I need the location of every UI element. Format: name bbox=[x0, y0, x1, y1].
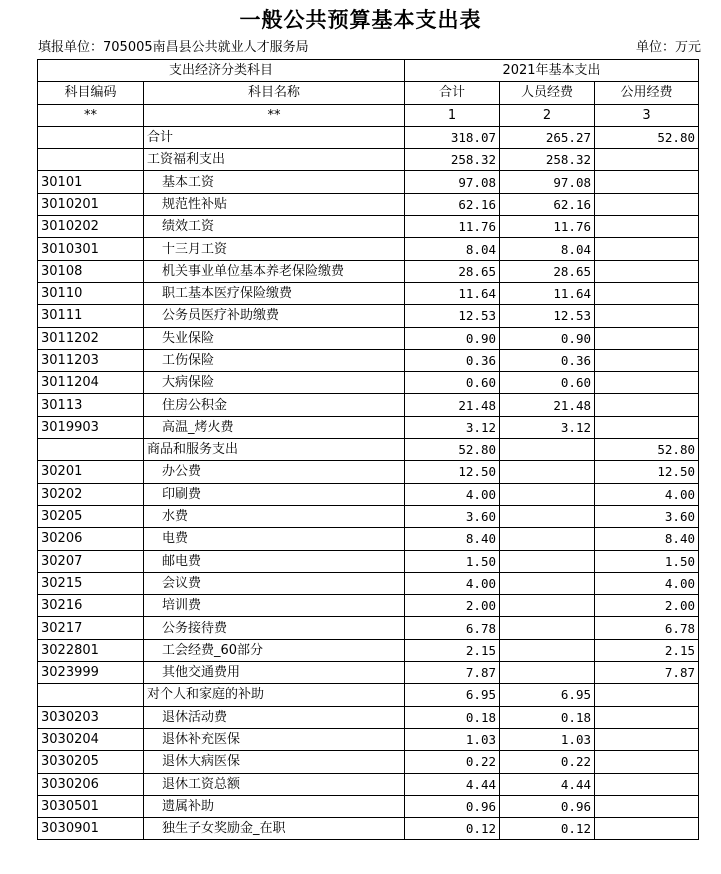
row-name: 办公费 bbox=[144, 461, 405, 483]
row-code: 30113 bbox=[38, 394, 144, 416]
row-personnel bbox=[500, 483, 595, 505]
row-code: 3030501 bbox=[38, 795, 144, 817]
header-index-row bbox=[38, 104, 699, 126]
row-public bbox=[595, 216, 699, 238]
row-public bbox=[595, 327, 699, 349]
row-personnel: 12.53 bbox=[500, 305, 595, 327]
row-total: 0.18 bbox=[405, 706, 500, 728]
row-code: 3030206 bbox=[38, 773, 144, 795]
header-group-row bbox=[38, 60, 699, 82]
row-public bbox=[595, 193, 699, 215]
row-personnel bbox=[500, 572, 595, 594]
row-name: 邮电费 bbox=[144, 550, 405, 572]
index-public: 3 bbox=[595, 104, 699, 126]
row-name: 其他交通费用 bbox=[144, 662, 405, 684]
row-code: 3030203 bbox=[38, 706, 144, 728]
row-name: 培训费 bbox=[144, 595, 405, 617]
row-name: 机关事业单位基本养老保险缴费 bbox=[144, 260, 405, 282]
row-public bbox=[595, 260, 699, 282]
row-name: 公务接待费 bbox=[144, 617, 405, 639]
row-total: 8.04 bbox=[405, 238, 500, 260]
table-row bbox=[38, 349, 699, 371]
row-total: 0.36 bbox=[405, 349, 500, 371]
row-name: 退休活动费 bbox=[144, 706, 405, 728]
row-total: 11.76 bbox=[405, 216, 500, 238]
row-total: 258.32 bbox=[405, 149, 500, 171]
table-row bbox=[38, 595, 699, 617]
row-public: 2.15 bbox=[595, 639, 699, 661]
row-total: 4.00 bbox=[405, 572, 500, 594]
row-total: 4.00 bbox=[405, 483, 500, 505]
row-personnel bbox=[500, 439, 595, 461]
index-total: 1 bbox=[405, 104, 500, 126]
row-total: 28.65 bbox=[405, 260, 500, 282]
row-personnel: 11.76 bbox=[500, 216, 595, 238]
table-row bbox=[38, 751, 699, 773]
row-total: 12.50 bbox=[405, 461, 500, 483]
table-row bbox=[38, 216, 699, 238]
header-public: 公用经费 bbox=[595, 82, 699, 104]
table-row bbox=[38, 572, 699, 594]
row-personnel: 0.22 bbox=[500, 751, 595, 773]
header-name: 科目名称 bbox=[144, 82, 405, 104]
row-name: 绩效工资 bbox=[144, 216, 405, 238]
header-code: 科目编码 bbox=[38, 82, 144, 104]
row-code: 30217 bbox=[38, 617, 144, 639]
row-total: 11.64 bbox=[405, 282, 500, 304]
row-public: 52.80 bbox=[595, 126, 699, 148]
row-public bbox=[595, 773, 699, 795]
row-name: 大病保险 bbox=[144, 372, 405, 394]
table-row bbox=[38, 684, 699, 706]
row-code: 3010201 bbox=[38, 193, 144, 215]
table-row bbox=[38, 550, 699, 572]
row-total: 6.78 bbox=[405, 617, 500, 639]
table-row bbox=[38, 260, 699, 282]
table-row bbox=[38, 505, 699, 527]
row-total: 8.40 bbox=[405, 528, 500, 550]
row-public bbox=[595, 149, 699, 171]
table-row bbox=[38, 394, 699, 416]
table-row bbox=[38, 528, 699, 550]
table-row bbox=[38, 305, 699, 327]
table-row bbox=[38, 773, 699, 795]
row-personnel bbox=[500, 505, 595, 527]
row-total: 7.87 bbox=[405, 662, 500, 684]
row-public bbox=[595, 349, 699, 371]
row-public bbox=[595, 795, 699, 817]
row-name: 退休大病医保 bbox=[144, 751, 405, 773]
table-row bbox=[38, 193, 699, 215]
row-personnel: 0.60 bbox=[500, 372, 595, 394]
table-row bbox=[38, 282, 699, 304]
row-name: 住房公积金 bbox=[144, 394, 405, 416]
row-code: 3030205 bbox=[38, 751, 144, 773]
table-row bbox=[38, 706, 699, 728]
row-public: 7.87 bbox=[595, 662, 699, 684]
row-public bbox=[595, 684, 699, 706]
budget-table bbox=[37, 59, 699, 840]
row-public: 8.40 bbox=[595, 528, 699, 550]
row-code: 30216 bbox=[38, 595, 144, 617]
row-code bbox=[38, 149, 144, 171]
row-code: 30101 bbox=[38, 171, 144, 193]
row-public bbox=[595, 372, 699, 394]
row-personnel: 0.90 bbox=[500, 327, 595, 349]
row-name: 会议费 bbox=[144, 572, 405, 594]
row-name: 职工基本医疗保险缴费 bbox=[144, 282, 405, 304]
row-public: 52.80 bbox=[595, 439, 699, 461]
index-personnel: 2 bbox=[500, 104, 595, 126]
row-personnel: 0.18 bbox=[500, 706, 595, 728]
row-code: 30111 bbox=[38, 305, 144, 327]
row-public bbox=[595, 706, 699, 728]
row-public bbox=[595, 751, 699, 773]
row-code: 30108 bbox=[38, 260, 144, 282]
row-name: 水费 bbox=[144, 505, 405, 527]
row-personnel: 0.12 bbox=[500, 818, 595, 840]
row-name: 高温_烤火费 bbox=[144, 416, 405, 438]
row-public bbox=[595, 728, 699, 750]
document-title: 一般公共预算基本支出表 bbox=[239, 8, 482, 32]
row-total: 12.53 bbox=[405, 305, 500, 327]
row-personnel bbox=[500, 617, 595, 639]
row-total: 1.03 bbox=[405, 728, 500, 750]
table-row bbox=[38, 238, 699, 260]
row-name: 失业保险 bbox=[144, 327, 405, 349]
row-code: 30202 bbox=[38, 483, 144, 505]
row-code: 3011202 bbox=[38, 327, 144, 349]
table-row bbox=[38, 171, 699, 193]
row-name: 对个人和家庭的补助 bbox=[144, 684, 405, 706]
row-code bbox=[38, 126, 144, 148]
table-row bbox=[38, 439, 699, 461]
row-code: 3030204 bbox=[38, 728, 144, 750]
table-row bbox=[38, 818, 699, 840]
row-name: 遗属补助 bbox=[144, 795, 405, 817]
row-public: 1.50 bbox=[595, 550, 699, 572]
row-public bbox=[595, 305, 699, 327]
row-code: 3010202 bbox=[38, 216, 144, 238]
row-name: 印刷费 bbox=[144, 483, 405, 505]
row-total: 318.07 bbox=[405, 126, 500, 148]
header-personnel: 人员经费 bbox=[500, 82, 595, 104]
row-total: 1.50 bbox=[405, 550, 500, 572]
row-personnel: 11.64 bbox=[500, 282, 595, 304]
table-row bbox=[38, 149, 699, 171]
row-personnel: 6.95 bbox=[500, 684, 595, 706]
row-public bbox=[595, 282, 699, 304]
row-personnel bbox=[500, 662, 595, 684]
row-name: 十三月工资 bbox=[144, 238, 405, 260]
row-public: 6.78 bbox=[595, 617, 699, 639]
row-public bbox=[595, 818, 699, 840]
row-name: 工会经费_60部分 bbox=[144, 639, 405, 661]
row-total: 3.12 bbox=[405, 416, 500, 438]
row-name: 电费 bbox=[144, 528, 405, 550]
row-public: 3.60 bbox=[595, 505, 699, 527]
table-row bbox=[38, 728, 699, 750]
row-personnel bbox=[500, 639, 595, 661]
row-total: 0.12 bbox=[405, 818, 500, 840]
row-code: 3019903 bbox=[38, 416, 144, 438]
row-code bbox=[38, 439, 144, 461]
row-name: 退休工资总额 bbox=[144, 773, 405, 795]
row-total: 2.00 bbox=[405, 595, 500, 617]
row-code: 30215 bbox=[38, 572, 144, 594]
row-name: 工资福利支出 bbox=[144, 149, 405, 171]
table-row bbox=[38, 372, 699, 394]
row-code: 3023999 bbox=[38, 662, 144, 684]
row-personnel: 28.65 bbox=[500, 260, 595, 282]
row-public bbox=[595, 238, 699, 260]
table-row bbox=[38, 639, 699, 661]
row-total: 6.95 bbox=[405, 684, 500, 706]
row-total: 2.15 bbox=[405, 639, 500, 661]
row-personnel: 97.08 bbox=[500, 171, 595, 193]
table-row bbox=[38, 662, 699, 684]
header-group-right: 2021年基本支出 bbox=[405, 60, 699, 82]
row-code: 3030901 bbox=[38, 818, 144, 840]
row-personnel bbox=[500, 461, 595, 483]
mark-code: ** bbox=[38, 104, 144, 126]
row-name: 公务员医疗补助缴费 bbox=[144, 305, 405, 327]
row-name: 合计 bbox=[144, 126, 405, 148]
table-row bbox=[38, 416, 699, 438]
row-public: 4.00 bbox=[595, 483, 699, 505]
header-total: 合计 bbox=[405, 82, 500, 104]
row-code: 30207 bbox=[38, 550, 144, 572]
mark-name: ** bbox=[144, 104, 405, 126]
row-code: 3011203 bbox=[38, 349, 144, 371]
row-personnel: 4.44 bbox=[500, 773, 595, 795]
table-row bbox=[38, 327, 699, 349]
row-public: 4.00 bbox=[595, 572, 699, 594]
row-name: 基本工资 bbox=[144, 171, 405, 193]
row-total: 0.90 bbox=[405, 327, 500, 349]
table-row bbox=[38, 461, 699, 483]
reporting-unit: 填报单位：705005南昌县公共就业人才服务局 bbox=[38, 40, 309, 55]
row-public bbox=[595, 416, 699, 438]
header-column-row bbox=[38, 82, 699, 104]
row-code bbox=[38, 684, 144, 706]
row-total: 4.44 bbox=[405, 773, 500, 795]
row-personnel: 258.32 bbox=[500, 149, 595, 171]
row-personnel: 21.48 bbox=[500, 394, 595, 416]
row-total: 97.08 bbox=[405, 171, 500, 193]
row-personnel: 1.03 bbox=[500, 728, 595, 750]
row-total: 0.60 bbox=[405, 372, 500, 394]
row-total: 3.60 bbox=[405, 505, 500, 527]
table-row bbox=[38, 126, 699, 148]
table-row bbox=[38, 483, 699, 505]
row-personnel: 0.96 bbox=[500, 795, 595, 817]
header-group-left: 支出经济分类科目 bbox=[38, 60, 405, 82]
row-code: 30201 bbox=[38, 461, 144, 483]
row-name: 规范性补贴 bbox=[144, 193, 405, 215]
row-personnel bbox=[500, 595, 595, 617]
table-row bbox=[38, 795, 699, 817]
row-code: 30205 bbox=[38, 505, 144, 527]
row-public: 2.00 bbox=[595, 595, 699, 617]
row-public bbox=[595, 171, 699, 193]
table-row bbox=[38, 617, 699, 639]
row-name: 退休补充医保 bbox=[144, 728, 405, 750]
row-total: 0.22 bbox=[405, 751, 500, 773]
row-public bbox=[595, 394, 699, 416]
row-total: 52.80 bbox=[405, 439, 500, 461]
row-code: 3022801 bbox=[38, 639, 144, 661]
row-code: 30110 bbox=[38, 282, 144, 304]
row-name: 独生子女奖励金_在职 bbox=[144, 818, 405, 840]
row-personnel: 0.36 bbox=[500, 349, 595, 371]
row-total: 0.96 bbox=[405, 795, 500, 817]
row-total: 62.16 bbox=[405, 193, 500, 215]
row-code: 3010301 bbox=[38, 238, 144, 260]
row-personnel bbox=[500, 550, 595, 572]
table-body bbox=[38, 126, 699, 840]
row-public: 12.50 bbox=[595, 461, 699, 483]
row-code: 30206 bbox=[38, 528, 144, 550]
row-code: 3011204 bbox=[38, 372, 144, 394]
row-personnel: 265.27 bbox=[500, 126, 595, 148]
row-name: 商品和服务支出 bbox=[144, 439, 405, 461]
row-personnel: 8.04 bbox=[500, 238, 595, 260]
row-personnel bbox=[500, 528, 595, 550]
row-total: 21.48 bbox=[405, 394, 500, 416]
row-name: 工伤保险 bbox=[144, 349, 405, 371]
row-personnel: 62.16 bbox=[500, 193, 595, 215]
row-personnel: 3.12 bbox=[500, 416, 595, 438]
money-unit: 单位：万元 bbox=[635, 40, 701, 55]
